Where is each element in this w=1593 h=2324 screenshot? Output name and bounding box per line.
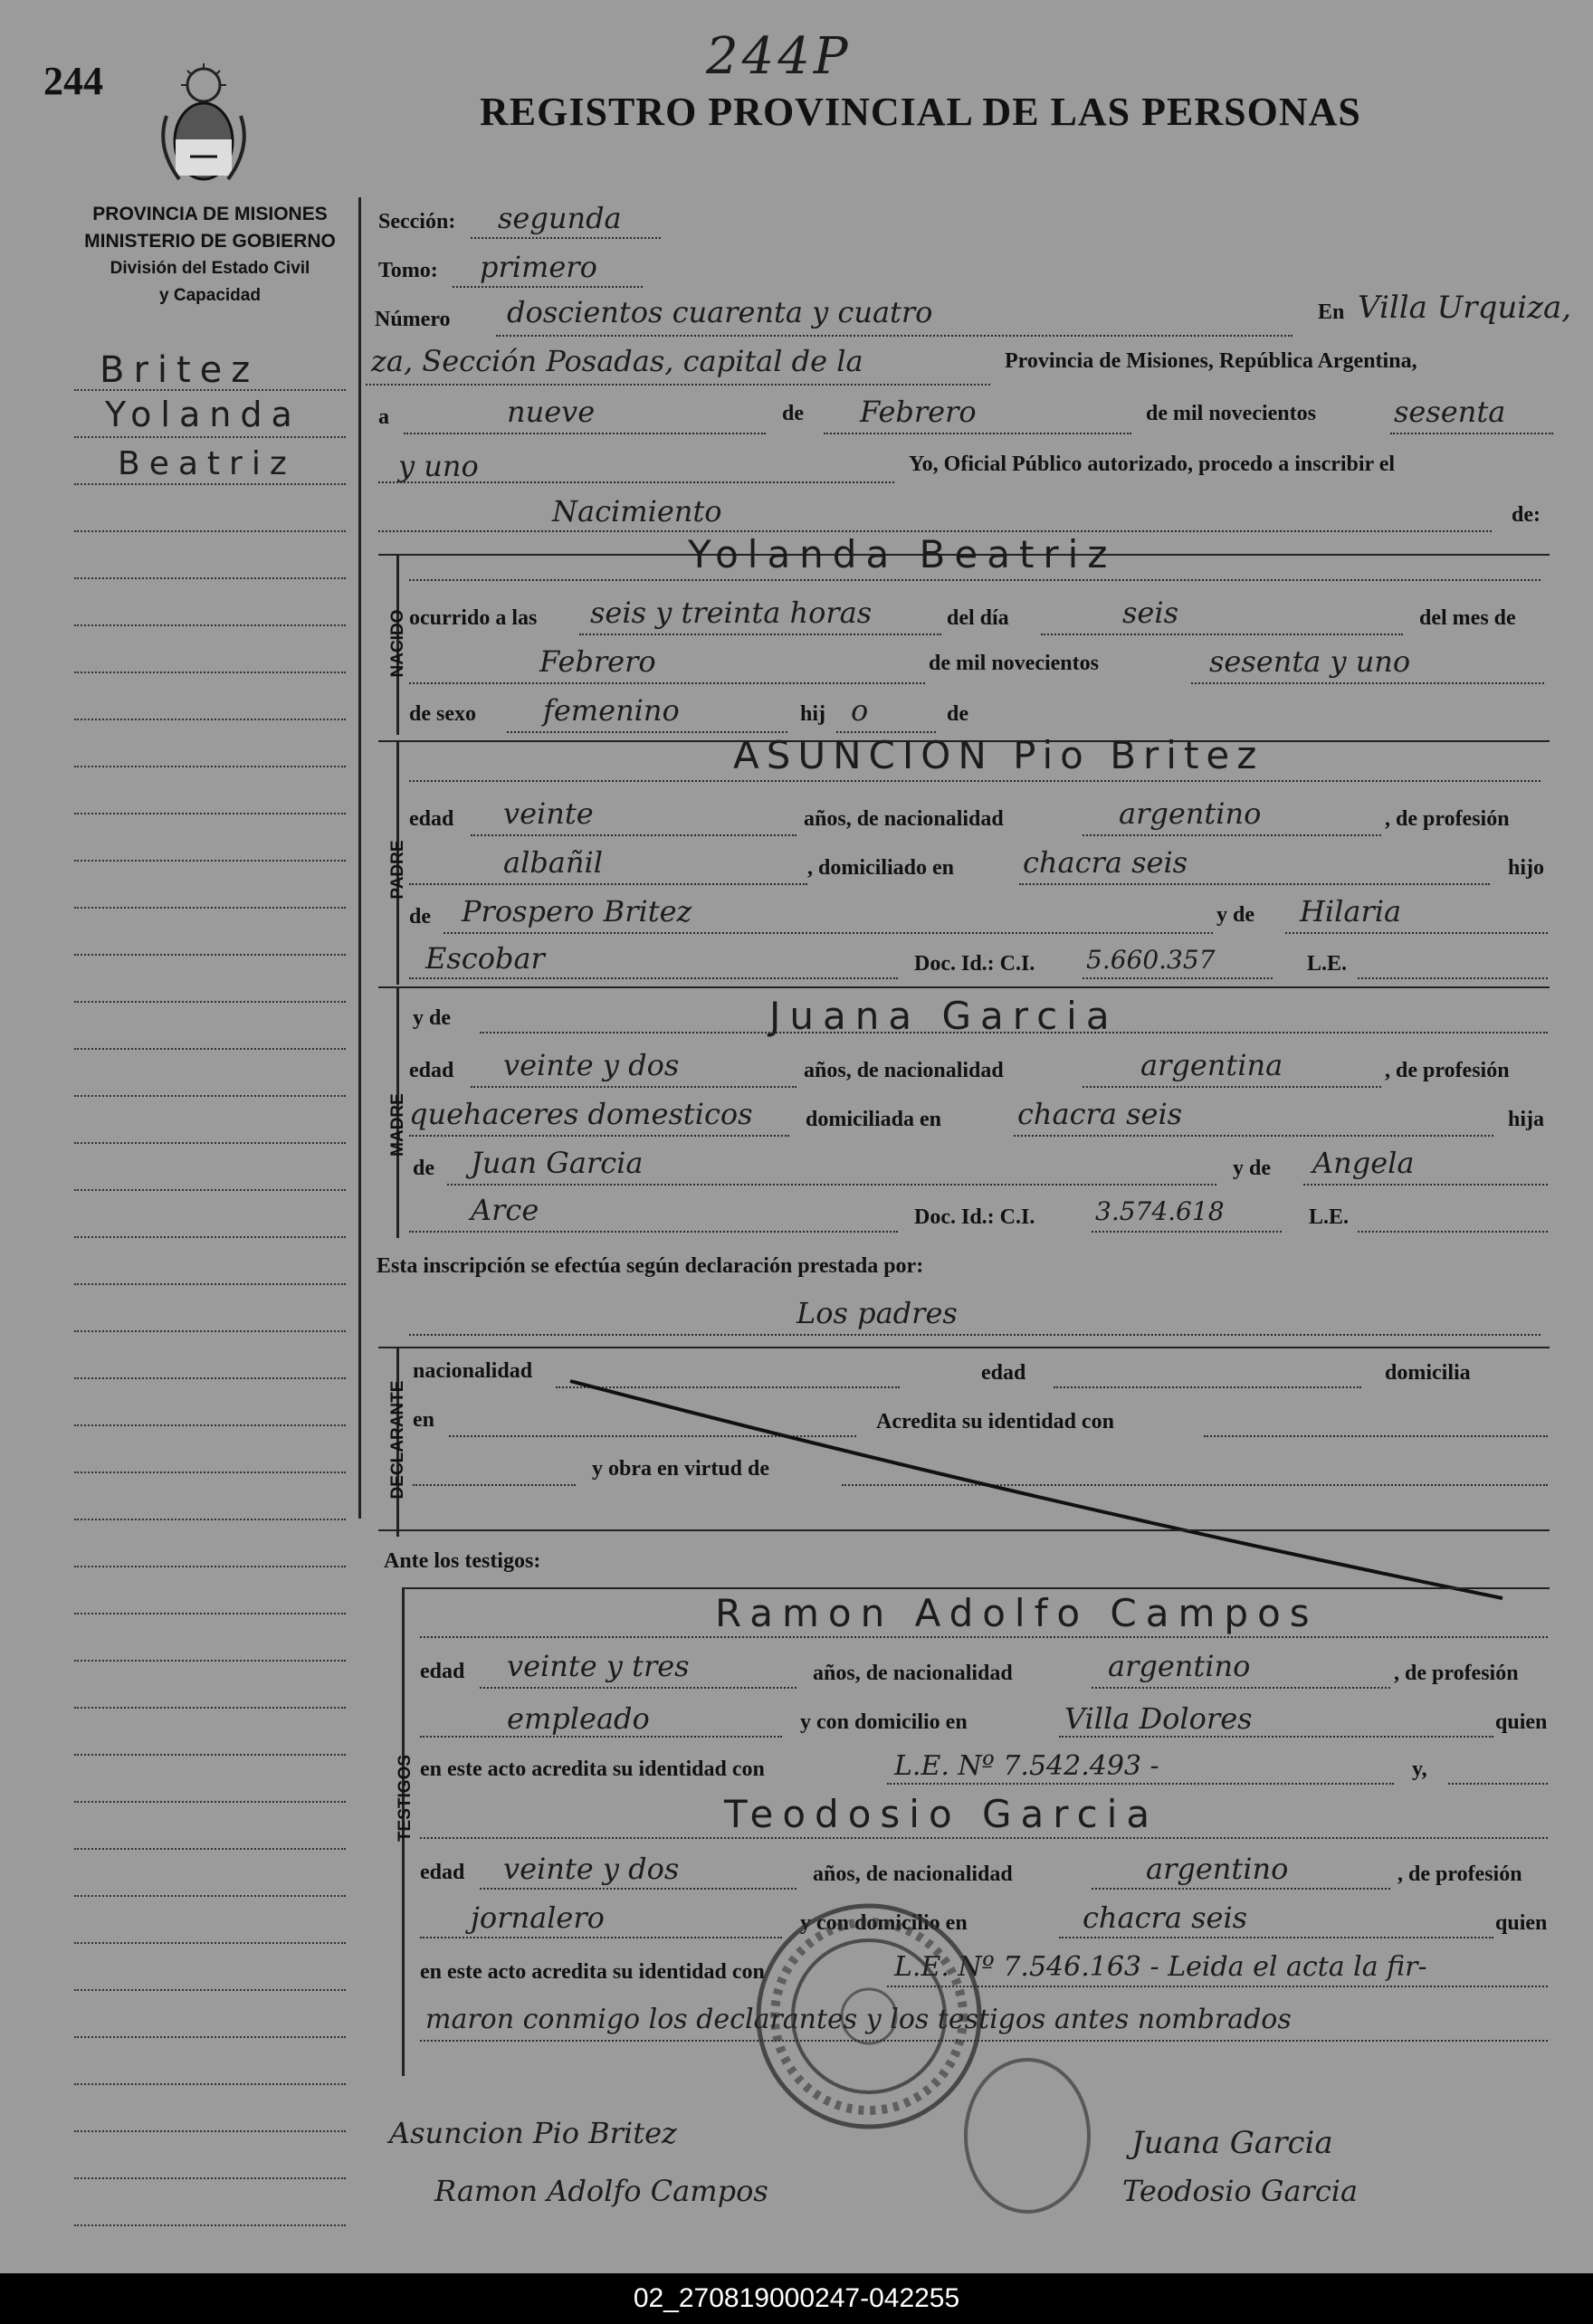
padre-edad-label: edad (409, 807, 454, 831)
witness1-quien: quien (1495, 1710, 1548, 1734)
declarante-acredita-label: Acredita su identidad con (876, 1410, 1114, 1433)
madre-doc-label: Doc. Id.: C.I. (914, 1205, 1035, 1229)
nacido-section-label: NACIDO (388, 609, 407, 678)
witness1-nac-label: años, de nacionalidad (813, 1662, 1013, 1685)
padre-nac-value: argentino (1119, 796, 1262, 831)
witness1-dom-value: Villa Dolores (1064, 1701, 1253, 1736)
witness1-prof-value: empleado (507, 1701, 650, 1736)
witness2-nac-value: argentino (1146, 1852, 1289, 1886)
nacido-mil-label: de mil novecientos (929, 652, 1099, 675)
witness1-edad-value: veinte y tres (507, 1649, 690, 1683)
anio-value: sesenta y uno (1209, 644, 1411, 679)
witness2-nac-label: años, de nacionalidad (813, 1862, 1013, 1886)
witness1-acredita-value: L.E. Nº 7.542.493 - (894, 1750, 1159, 1782)
declarante-section-label: DECLARANTE (388, 1380, 407, 1500)
testigos-intro: Ante los testigos: (384, 1549, 541, 1573)
ocurrido-label: ocurrido a las (409, 606, 538, 630)
authority-ministry: MINISTERIO DE GOBIERNO (84, 231, 336, 252)
sexo-value: femenino (543, 693, 680, 728)
padre-edad-value: veinte (503, 796, 594, 831)
madre-doc-value: 3.574.618 (1095, 1196, 1225, 1226)
dia-value: seis (1122, 595, 1179, 630)
witness1-nac-value: argentino (1108, 1649, 1251, 1683)
witness1-dom-label: y con domicilio en (800, 1710, 968, 1734)
padre-mother-value-1: Hilaria (1300, 894, 1402, 929)
issuing-authority (74, 201, 346, 310)
hij-value: o (851, 693, 869, 728)
witness1-acredita-label: en este acto acredita su identidad con (420, 1757, 765, 1781)
acto-value: Nacimiento (552, 494, 722, 529)
witness2-acredita-label: en este acto acredita su identidad con (420, 1960, 765, 1984)
madre-section-label: MADRE (388, 1093, 407, 1157)
padre-de-label: de (409, 905, 431, 929)
padre-doc-label: Doc. Id.: C.I. (914, 952, 1035, 976)
official-seal-stamp (751, 1899, 987, 2134)
declarante-intro: Esta inscripción se efectúa según declaración prestada por: (377, 1254, 924, 1278)
del-mes-label: del mes de (1419, 606, 1516, 630)
margin-surname: Britez (100, 349, 260, 391)
del-dia-label: del día (947, 606, 1009, 630)
witness1-name: Ramon Adolfo Campos (715, 1591, 1319, 1635)
witness2-dom-label: y con domicilio en (800, 1911, 968, 1935)
oficial-text: Yo, Oficial Público autorizado, procedo a inscribir el (909, 452, 1396, 476)
padre-prof-label: , de profesión (1385, 807, 1510, 831)
year-value-1: sesenta (1394, 395, 1506, 429)
margin-first-name: Yolanda (105, 395, 301, 434)
witness2-name: Teodosio Garcia (724, 1792, 1159, 1836)
witness1-edad-label: edad (420, 1660, 465, 1683)
hora-value: seis y treinta horas (590, 595, 873, 630)
numero-label: Número (375, 308, 451, 331)
witness2-edad-value: veinte y dos (503, 1852, 680, 1886)
column-divider (358, 197, 361, 1519)
en-value: Villa Urquiza, (1358, 290, 1572, 326)
madre-dom-value: chacra seis (1017, 1097, 1183, 1131)
witness2-prof-label: , de profesión (1397, 1862, 1522, 1886)
declarante-value: Los padres (796, 1296, 958, 1330)
declarante-domic-label: domicilia (1385, 1361, 1471, 1385)
provincia-text: Provincia de Misiones, República Argentina, (1005, 349, 1417, 373)
padre-y-de-label: y de (1216, 903, 1254, 927)
padre-mother-value-2: Escobar (425, 941, 545, 976)
cancellation-line (561, 1367, 1512, 1602)
signature-teodosio: Teodosio Garcia (1122, 2174, 1359, 2208)
hij-label: hij (800, 702, 826, 726)
day-value: nueve (507, 395, 596, 429)
numero-value: doscientos cuarenta y cuatro (507, 295, 933, 329)
authority-division: División del Estado Civil (110, 259, 310, 278)
witness2-acredita-value: L.E. Nº 7.546.163 - Leida el acta la fir- (894, 1951, 1427, 1983)
madre-le-label: L.E. (1309, 1205, 1350, 1229)
place-value: za, Sección Posadas, capital de la (371, 344, 863, 378)
madre-prof-value: quehaceres domesticos (409, 1097, 753, 1131)
signature-asuncion: Asuncion Pio Britez (389, 2116, 677, 2150)
document-title: REGISTRO PROVINCIAL DE LAS PERSONAS (480, 90, 1361, 134)
month-value: Febrero (860, 395, 977, 429)
nacido-de-label: de (947, 702, 968, 726)
madre-mother-value-2: Arce (471, 1193, 539, 1227)
padre-section-label: PADRE (388, 840, 407, 900)
margin-middle-name: Beatriz (118, 445, 296, 482)
madre-mother-value-1: Angela (1312, 1146, 1415, 1180)
declarante-edad-label: edad (981, 1361, 1026, 1385)
madre-y-de-label: y de (413, 1006, 451, 1030)
father-name: ASUNCION Pio Britez (733, 733, 1264, 777)
a-label: a (378, 405, 389, 429)
madre-edad-value: veinte y dos (503, 1048, 680, 1082)
authority-province: PROVINCIA DE MISIONES (92, 204, 328, 224)
padre-dom-value: chacra seis (1023, 845, 1188, 880)
padre-doc-value: 5.660.357 (1086, 945, 1216, 975)
de-colon: de: (1512, 503, 1541, 527)
madre-hija-label: hija (1508, 1108, 1545, 1131)
authority-capacity: y Capacidad (159, 286, 261, 305)
witness2-edad-label: edad (420, 1861, 465, 1884)
witness2-prof-value: jornalero (471, 1900, 605, 1935)
tomo-value: primero (480, 250, 597, 284)
padre-hijo-label: hijo (1508, 856, 1545, 880)
declarante-obra-label: y obra en virtud de (592, 1457, 770, 1481)
seccion-label: Sección: (378, 210, 456, 233)
madre-dom-label: domiciliada en (806, 1108, 942, 1131)
madre-father-value: Juan Garcia (471, 1146, 644, 1180)
mil-label: de mil novecientos (1146, 402, 1316, 425)
witness1-y: y, (1412, 1757, 1427, 1781)
madre-nac-label: años, de nacionalidad (804, 1059, 1004, 1082)
padre-prof-value: albañil (503, 845, 603, 880)
madre-y-de-label2: y de (1233, 1157, 1271, 1180)
witness2-quien: quien (1495, 1911, 1548, 1935)
padre-father-value: Prospero Britez (462, 894, 692, 929)
handwritten-folio-number: 244P (706, 27, 852, 86)
image-id-text: 02_270819000247-042255 (633, 2283, 960, 2313)
witness2-dom-value: chacra seis (1083, 1900, 1248, 1935)
sexo-label: de sexo (409, 702, 476, 726)
declarante-en-label: en (413, 1408, 434, 1432)
mes-value: Febrero (539, 644, 656, 679)
padre-le-label: L.E. (1307, 952, 1348, 976)
image-id-bar (0, 2273, 1593, 2324)
madre-nac-value: argentina (1140, 1048, 1283, 1082)
padre-dom-label: , domiciliado en (807, 856, 955, 880)
seccion-value: segunda (498, 201, 622, 235)
witness1-prof-label: , de profesión (1394, 1662, 1519, 1685)
national-coat-of-arms-icon (154, 62, 253, 188)
en-label: En (1318, 300, 1345, 324)
declarante-nac-label: nacionalidad (413, 1359, 533, 1383)
madre-de-label: de (413, 1157, 434, 1180)
padre-nac-label: años, de nacionalidad (804, 807, 1004, 831)
madre-edad-label: edad (409, 1059, 454, 1082)
child-name: Yolanda Beatriz (688, 532, 1117, 576)
page-number: 244 (43, 59, 103, 103)
madre-prof-label: , de profesión (1385, 1059, 1510, 1082)
tomo-label: Tomo: (378, 259, 438, 282)
closing-line: maron conmigo los declarantes y los testigos antes nombrados (425, 2004, 1292, 2035)
signature-ramon: Ramon Adolfo Campos (434, 2174, 768, 2208)
signature-juana: Juana Garcia (1131, 2125, 1333, 2161)
secondary-stamp-ring (959, 2054, 1095, 2217)
mother-name: Juana Garcia (769, 994, 1119, 1038)
year-value-2: y uno (398, 449, 479, 483)
de-label: de (782, 402, 804, 425)
testigos-section-label: TESTIGOS (396, 1754, 415, 1843)
